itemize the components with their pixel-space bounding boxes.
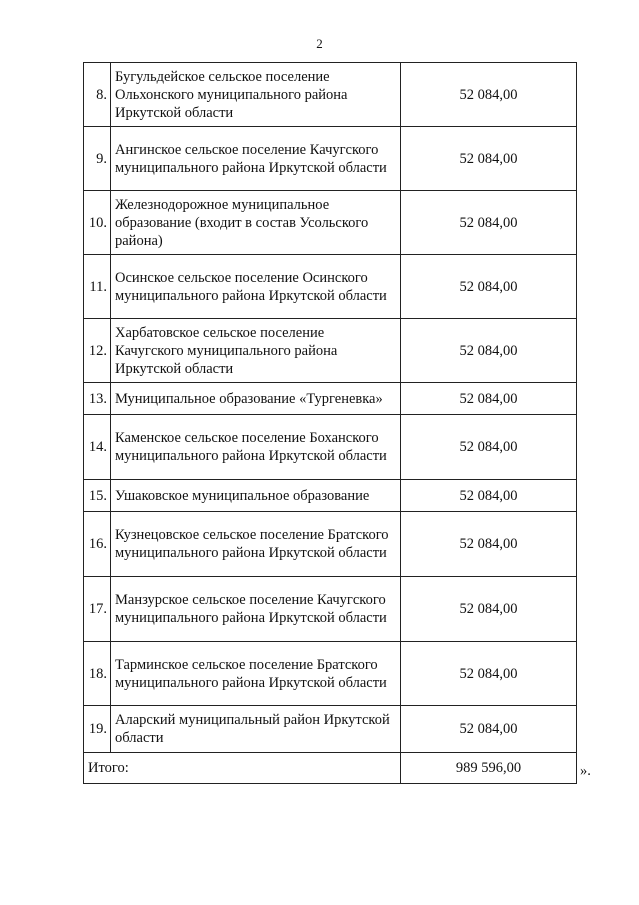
amount-cell: 52 084,00 — [401, 480, 577, 512]
row-number: 13. — [84, 383, 111, 415]
settlement-name: Муниципальное образование «Тургеневка» — [111, 383, 401, 415]
row-number: 16. — [84, 512, 111, 577]
table-row — [84, 577, 577, 642]
amount-cell: 52 084,00 — [401, 191, 577, 255]
settlement-name: Манзурское сельское поселение Качугского муниципального района Иркутской области — [111, 577, 401, 642]
row-number: 10. — [84, 191, 111, 255]
amount-cell: 52 084,00 — [401, 512, 577, 577]
row-number: 17. — [84, 577, 111, 642]
table-row — [84, 642, 577, 706]
row-number: 19. — [84, 706, 111, 753]
total-row — [84, 753, 577, 784]
row-number: 18. — [84, 642, 111, 706]
row-number: 11. — [84, 255, 111, 319]
allocation-table — [83, 62, 577, 784]
table-row — [84, 191, 577, 255]
amount-cell: 52 084,00 — [401, 255, 577, 319]
table-row — [84, 706, 577, 753]
row-number: 12. — [84, 319, 111, 383]
table-row — [84, 255, 577, 319]
table-row — [84, 415, 577, 480]
settlement-name: Ангинское сельское поселение Качугского муниципального района Иркутской области — [111, 127, 401, 191]
settlement-name: Тарминское сельское поселение Братского муниципального района Иркутской области — [111, 642, 401, 706]
row-number: 15. — [84, 480, 111, 512]
amount-cell: 52 084,00 — [401, 642, 577, 706]
amount-cell: 52 084,00 — [401, 706, 577, 753]
table-row — [84, 480, 577, 512]
settlement-name: Бугульдейское сельское поселение Ольхонского муниципального района Иркутской области — [111, 63, 401, 127]
settlement-name: Аларский муниципальный район Иркутской области — [111, 706, 401, 753]
amount-cell: 52 084,00 — [401, 127, 577, 191]
closing-quote-mark: ». — [580, 763, 591, 779]
amount-cell: 52 084,00 — [401, 383, 577, 415]
table-row — [84, 512, 577, 577]
amount-cell: 52 084,00 — [401, 577, 577, 642]
settlement-name: Каменское сельское поселение Боханского муниципального района Иркутской области — [111, 415, 401, 480]
table-row — [84, 383, 577, 415]
table-row — [84, 319, 577, 383]
row-number: 14. — [84, 415, 111, 480]
total-label: Итого: — [84, 753, 401, 784]
settlement-name: Харбатовское сельское поселение Качугского муниципального района Иркутской области — [111, 319, 401, 383]
settlement-name: Железнодорожное муниципальное образование (входит в состав Усольского района) — [111, 191, 401, 255]
settlement-name: Осинское сельское поселение Осинского муниципального района Иркутской области — [111, 255, 401, 319]
settlement-name: Кузнецовское сельское поселение Братского муниципального района Иркутской области — [111, 512, 401, 577]
amount-cell: 52 084,00 — [401, 63, 577, 127]
page-number: 2 — [316, 36, 323, 51]
row-number: 8. — [84, 63, 111, 127]
settlement-name: Ушаковское муниципальное образование — [111, 480, 401, 512]
row-number: 9. — [84, 127, 111, 191]
amount-cell: 52 084,00 — [401, 319, 577, 383]
table-row — [84, 127, 577, 191]
table-row — [84, 63, 577, 127]
total-amount: 989 596,00 — [401, 753, 577, 784]
amount-cell: 52 084,00 — [401, 415, 577, 480]
